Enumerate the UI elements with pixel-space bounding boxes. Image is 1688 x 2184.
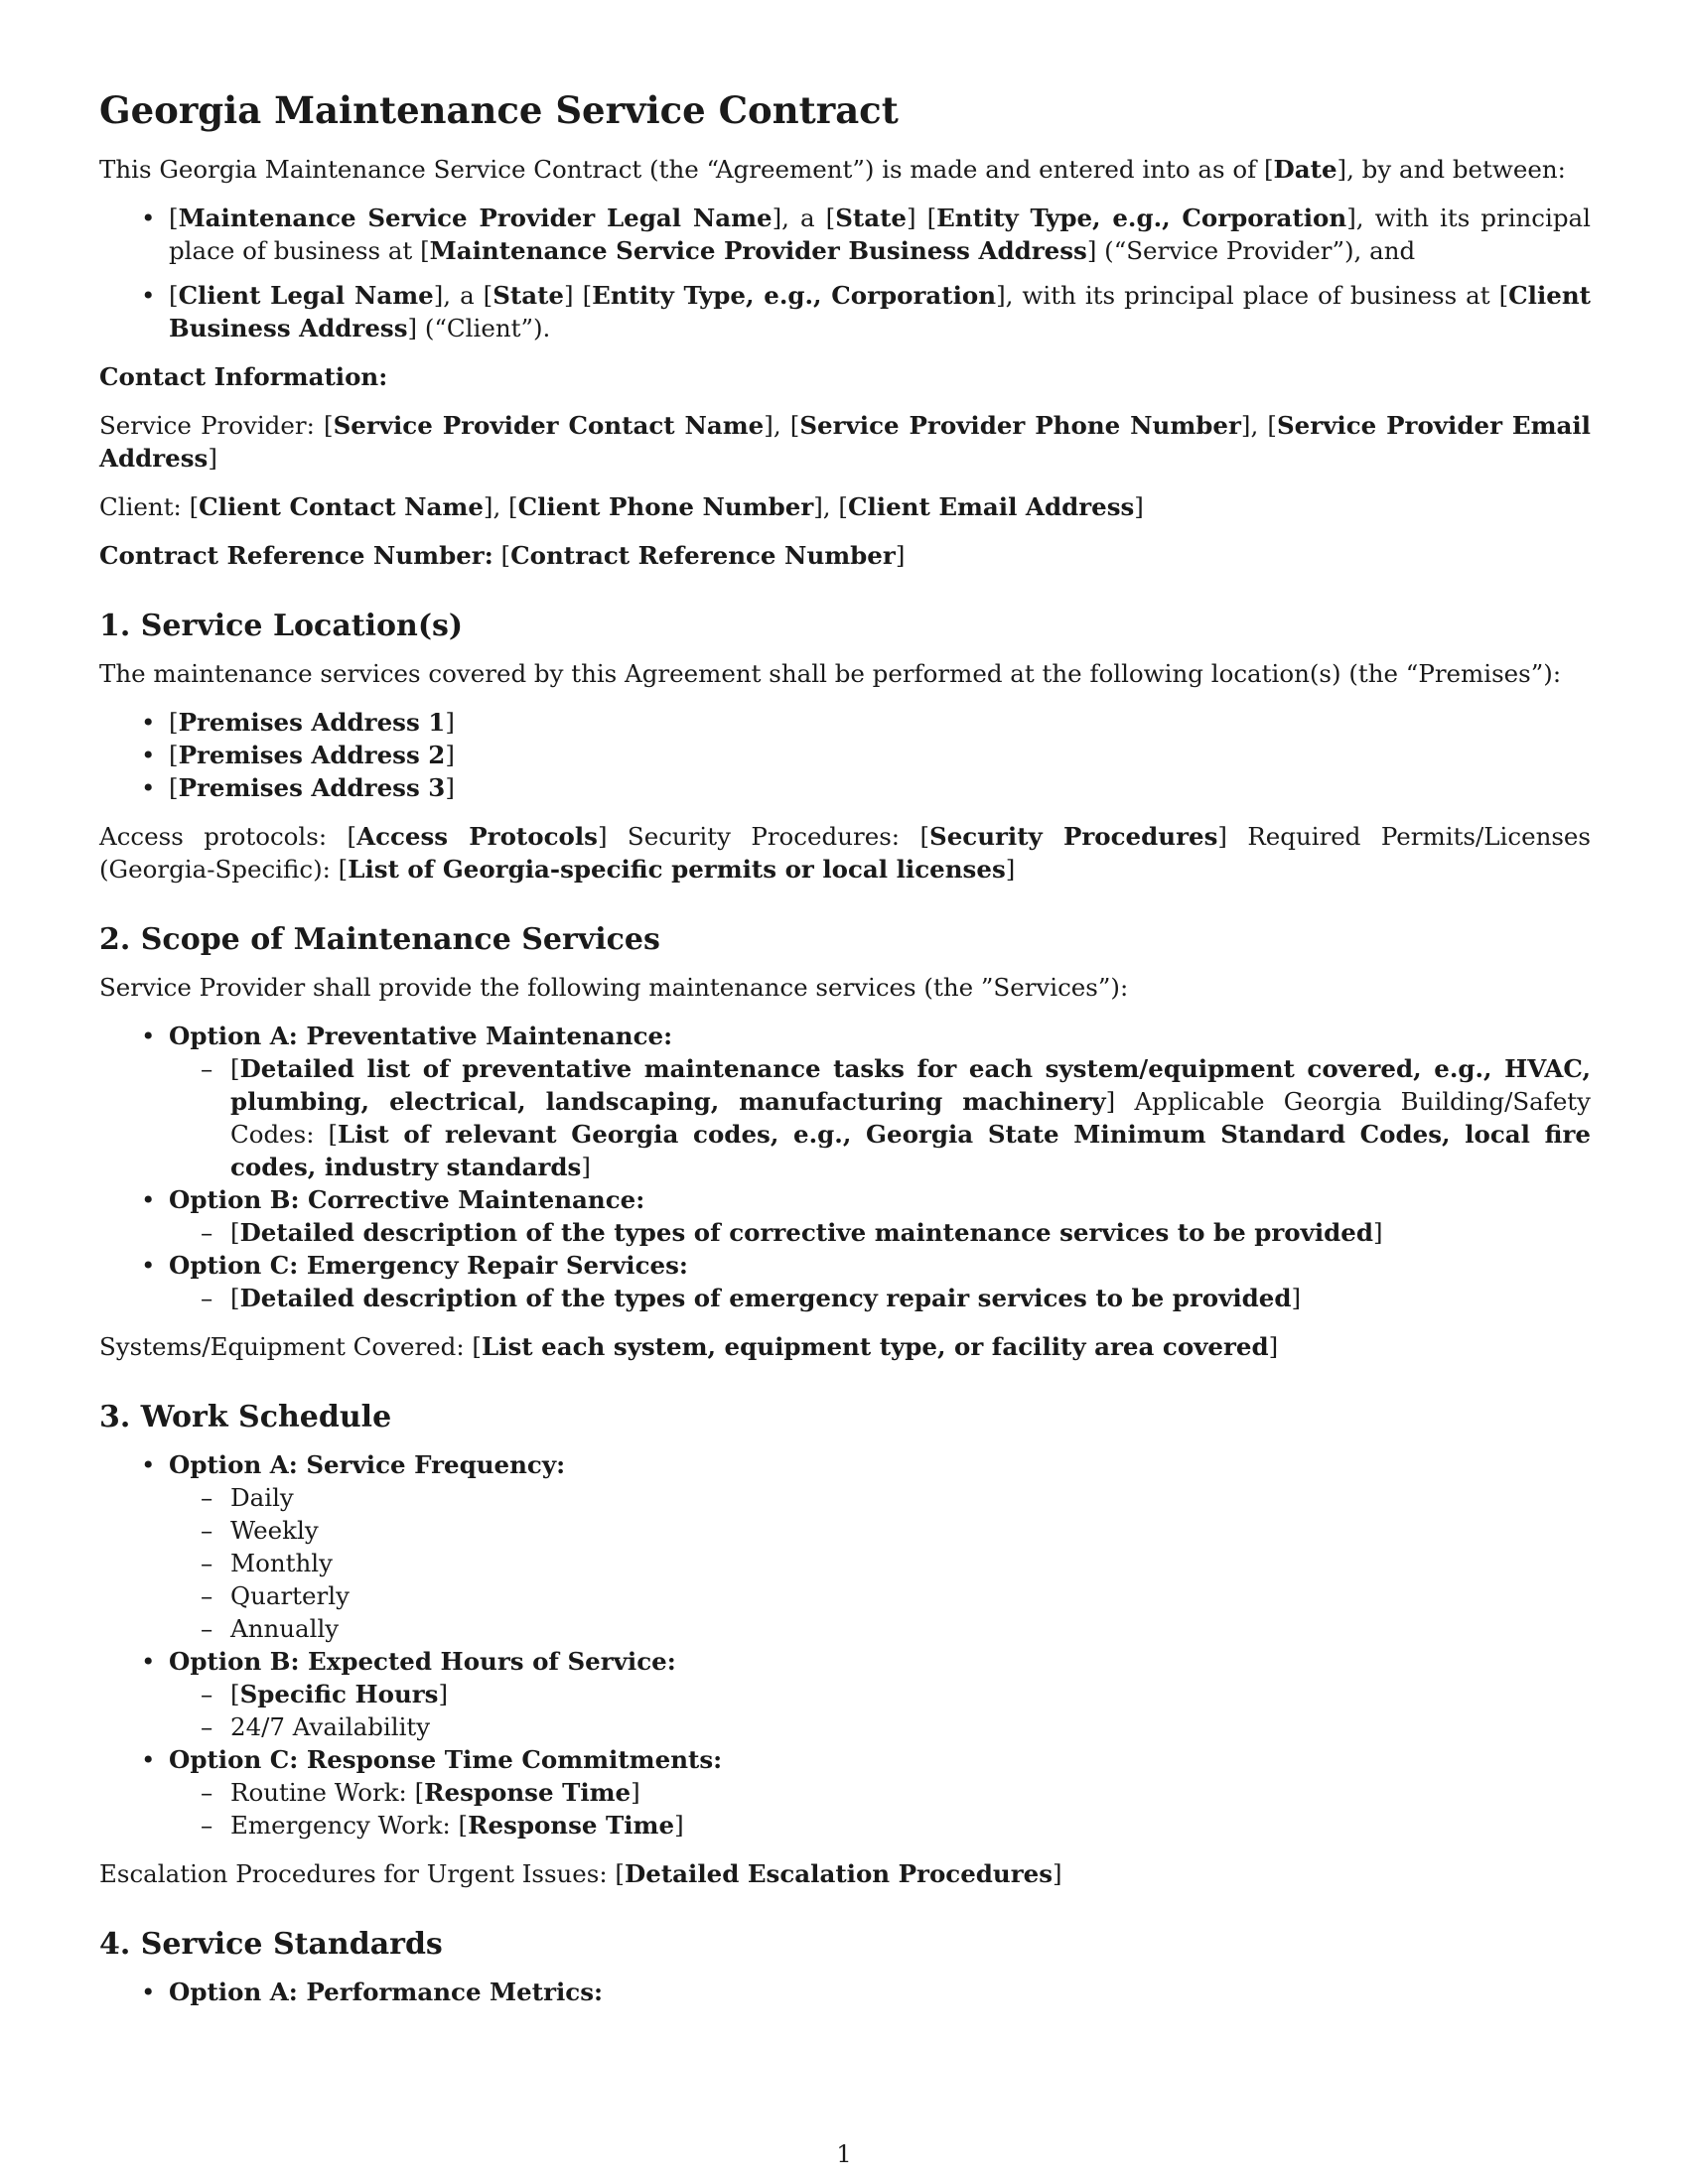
- provider-state: State: [835, 204, 907, 232]
- premises-item: • [Premises Address 3]: [169, 771, 1591, 804]
- permits-label: ] Required Permits/Licenses (Georgia-Specific): [: [99, 822, 1591, 884]
- contact-provider: [99, 409, 1591, 475]
- bracket: ]: [581, 1153, 591, 1181]
- hours-item: – 24/7 Availability: [230, 1710, 1591, 1743]
- codes-label: ] Applicable Georgia Building/Safety Codes: [: [230, 1087, 1591, 1149]
- bracket: [: [230, 1054, 240, 1083]
- option-label: Option A: Preventative Maintenance:: [169, 1022, 673, 1050]
- bracket: [: [492, 541, 511, 570]
- frequency-item: – Weekly: [230, 1514, 1591, 1547]
- connector: ] [: [564, 281, 593, 310]
- bracket: [: [230, 1284, 240, 1312]
- option-b-details: [169, 1216, 1591, 1249]
- schedule-option-b: [169, 1645, 1591, 1743]
- connector: ] (“Service Provider”), and: [1086, 236, 1416, 265]
- connector: ] [: [906, 204, 937, 232]
- premises-list: [99, 706, 1591, 804]
- section-1-heading: 1. Service Location(s): [99, 609, 464, 643]
- separator: ], [: [764, 411, 800, 440]
- reference-label: Contract Reference Number:: [99, 541, 493, 570]
- hours-item: [230, 1678, 1591, 1710]
- section-1-intro: The maintenance services covered by this Agreement shall be performed at the following location(s) (the “Premises”):: [99, 659, 1562, 688]
- standards-option-a: [169, 1976, 1591, 2008]
- emergency-description: Detailed description of the types of emergency repair services to be provided: [239, 1284, 1292, 1312]
- bracket: ]: [1134, 492, 1144, 521]
- service-option-c: [169, 1249, 1591, 1314]
- bracket: [: [230, 1680, 240, 1708]
- premises-address-3: Premises Address 3: [178, 773, 446, 802]
- client-entity-type: Entity Type, e.g., Corporation: [592, 281, 997, 310]
- option-a-detail: [230, 1052, 1591, 1183]
- bracket: ]: [208, 444, 217, 473]
- option-label: Option B: Expected Hours of Service:: [169, 1647, 676, 1676]
- schedule-options-list: [99, 1448, 1591, 1842]
- access-label: Access protocols: [: [99, 822, 357, 851]
- routine-response-time: Response Time: [424, 1778, 632, 1807]
- option-label: Option C: Response Time Commitments:: [169, 1745, 723, 1774]
- corrective-description: Detailed description of the types of corrective maintenance services to be provided: [239, 1218, 1373, 1247]
- provider-entity-type: Entity Type, e.g., Corporation: [936, 204, 1347, 232]
- access-protocols: Access Protocols: [356, 822, 598, 851]
- client-email: Client Email Address: [847, 492, 1135, 521]
- option-label: Option B: Corrective Maintenance:: [169, 1185, 645, 1214]
- security-label: ] Security Procedures: [: [597, 822, 930, 851]
- bracket: ]: [1291, 1284, 1302, 1312]
- access-paragraph: [99, 820, 1591, 886]
- systems-list: List each system, equipment type, or facility area covered: [481, 1332, 1269, 1361]
- schedule-option-c: [169, 1743, 1591, 1842]
- frequency-item: – Daily: [230, 1481, 1591, 1514]
- georgia-codes-list: List of relevant Georgia codes, e.g., Georgia State Minimum Standard Codes, local fire codes, industry standards: [230, 1120, 1591, 1181]
- client-phone: Client Phone Number: [517, 492, 814, 521]
- bracket: ]: [1053, 1859, 1062, 1888]
- connector: ], with its principal place of business at [: [169, 204, 1591, 265]
- premises-address-1: Premises Address 1: [178, 708, 446, 737]
- frequency-item: – Monthly: [230, 1547, 1591, 1579]
- response-item-emergency: [230, 1809, 1591, 1842]
- response-list: [169, 1776, 1591, 1842]
- provider-email: Service Provider Email Address: [99, 411, 1591, 473]
- separator: ], [: [1240, 411, 1277, 440]
- escalation-paragraph: [99, 1857, 1591, 1890]
- intro-text: This Georgia Maintenance Service Contract (the “Agreement”) is made and entered into as of [: [99, 155, 1274, 184]
- section-4-heading: 4. Service Standards: [99, 1927, 443, 1962]
- connector: ], with its principal place of business at [: [996, 281, 1509, 310]
- premises-address-2: Premises Address 2: [178, 741, 446, 769]
- option-c-detail: [230, 1282, 1591, 1314]
- premises-item: • [Premises Address 2]: [169, 739, 1591, 771]
- bracket: ]: [438, 1680, 449, 1708]
- separator: ], [: [813, 492, 848, 521]
- premises-item: • [Premises Address 1]: [169, 706, 1591, 739]
- bracket: ]: [895, 541, 906, 570]
- provider-contact-name: Service Provider Contact Name: [333, 411, 765, 440]
- provider-address: Maintenance Service Provider Business Address: [429, 236, 1087, 265]
- frequency-item: – Annually: [230, 1612, 1591, 1645]
- provider-legal-name: Maintenance Service Provider Legal Name: [178, 204, 773, 232]
- bracket: ]: [1268, 1332, 1279, 1361]
- bracket: ]: [674, 1811, 684, 1840]
- hours-list: [169, 1678, 1591, 1743]
- bracket: [: [230, 1218, 240, 1247]
- intro-text-end: ], by and between:: [1336, 155, 1566, 184]
- client-address: Client Business Address: [169, 281, 1591, 342]
- permits-list: List of Georgia-specific permits or local licenses: [348, 855, 1006, 884]
- document-title: Georgia Maintenance Service Contract: [99, 88, 899, 132]
- option-label: Option A: Service Frequency:: [169, 1450, 566, 1479]
- security-procedures: Security Procedures: [929, 822, 1218, 851]
- client-state: State: [492, 281, 565, 310]
- section-2-heading: 2. Scope of Maintenance Services: [99, 922, 660, 957]
- client-contact-name: Client Contact Name: [199, 492, 484, 521]
- bracket: ]: [1005, 855, 1016, 884]
- systems-covered: [99, 1330, 1591, 1363]
- provider-phone: Service Provider Phone Number: [799, 411, 1241, 440]
- response-item-routine: [230, 1776, 1591, 1809]
- emergency-label: Emergency Work: [: [230, 1811, 469, 1840]
- option-c-details: [169, 1282, 1591, 1314]
- specific-hours: Specific Hours: [239, 1680, 439, 1708]
- section-3-heading: 3. Work Schedule: [99, 1400, 392, 1434]
- service-option-a: [169, 1020, 1591, 1183]
- connector: ], a [: [433, 281, 493, 310]
- bracket: [: [169, 281, 179, 310]
- contact-client: [99, 490, 1591, 523]
- services-options-list: [99, 1020, 1591, 1314]
- option-label: Option A: Performance Metrics:: [169, 1978, 604, 2006]
- emergency-response-time: Response Time: [468, 1811, 675, 1840]
- bracket: ]: [631, 1778, 640, 1807]
- separator: ], [: [483, 492, 518, 521]
- contact-heading-text: Contact Information:: [99, 362, 388, 391]
- service-option-b: [169, 1183, 1591, 1249]
- section-2-intro: Service Provider shall provide the following maintenance services (the ”Services”):: [99, 973, 1129, 1002]
- bracket: [: [169, 204, 179, 232]
- escalation-procedures: Detailed Escalation Procedures: [624, 1859, 1054, 1888]
- frequency-item: – Quarterly: [230, 1579, 1591, 1612]
- preventative-task-list: Detailed list of preventative maintenance tasks for each system/equipment covered, e.g., HVAC, plumbing, electrical, landscaping, manufacturing machinery: [230, 1054, 1591, 1116]
- escalation-label: Escalation Procedures for Urgent Issues: [: [99, 1859, 625, 1888]
- label: Client: [: [99, 492, 200, 521]
- systems-label: Systems/Equipment Covered: [: [99, 1332, 482, 1361]
- option-b-detail: [230, 1216, 1591, 1249]
- intro-paragraph: [99, 153, 1591, 186]
- reference-number: Contract Reference Number: [510, 541, 896, 570]
- contact-heading: [99, 360, 1591, 393]
- option-a-details: [169, 1052, 1591, 1183]
- standards-options-list: [99, 1976, 1591, 2008]
- connector: ] (“Client”).: [407, 314, 551, 342]
- contract-reference: [99, 539, 1591, 572]
- party-provider: [169, 202, 1591, 267]
- parties-list: [99, 202, 1591, 344]
- frequency-list: [169, 1481, 1591, 1645]
- routine-label: Routine Work: [: [230, 1778, 425, 1807]
- client-legal-name: Client Legal Name: [178, 281, 434, 310]
- page-number: 1: [836, 2140, 852, 2168]
- document-page: [99, 87, 1591, 2024]
- date-placeholder: Date: [1273, 155, 1337, 184]
- connector: ], a [: [772, 204, 836, 232]
- schedule-option-a: [169, 1448, 1591, 1645]
- option-label: Option C: Emergency Repair Services:: [169, 1251, 688, 1280]
- party-client: [169, 279, 1591, 344]
- bracket: ]: [1372, 1218, 1383, 1247]
- label: Service Provider: [: [99, 411, 334, 440]
